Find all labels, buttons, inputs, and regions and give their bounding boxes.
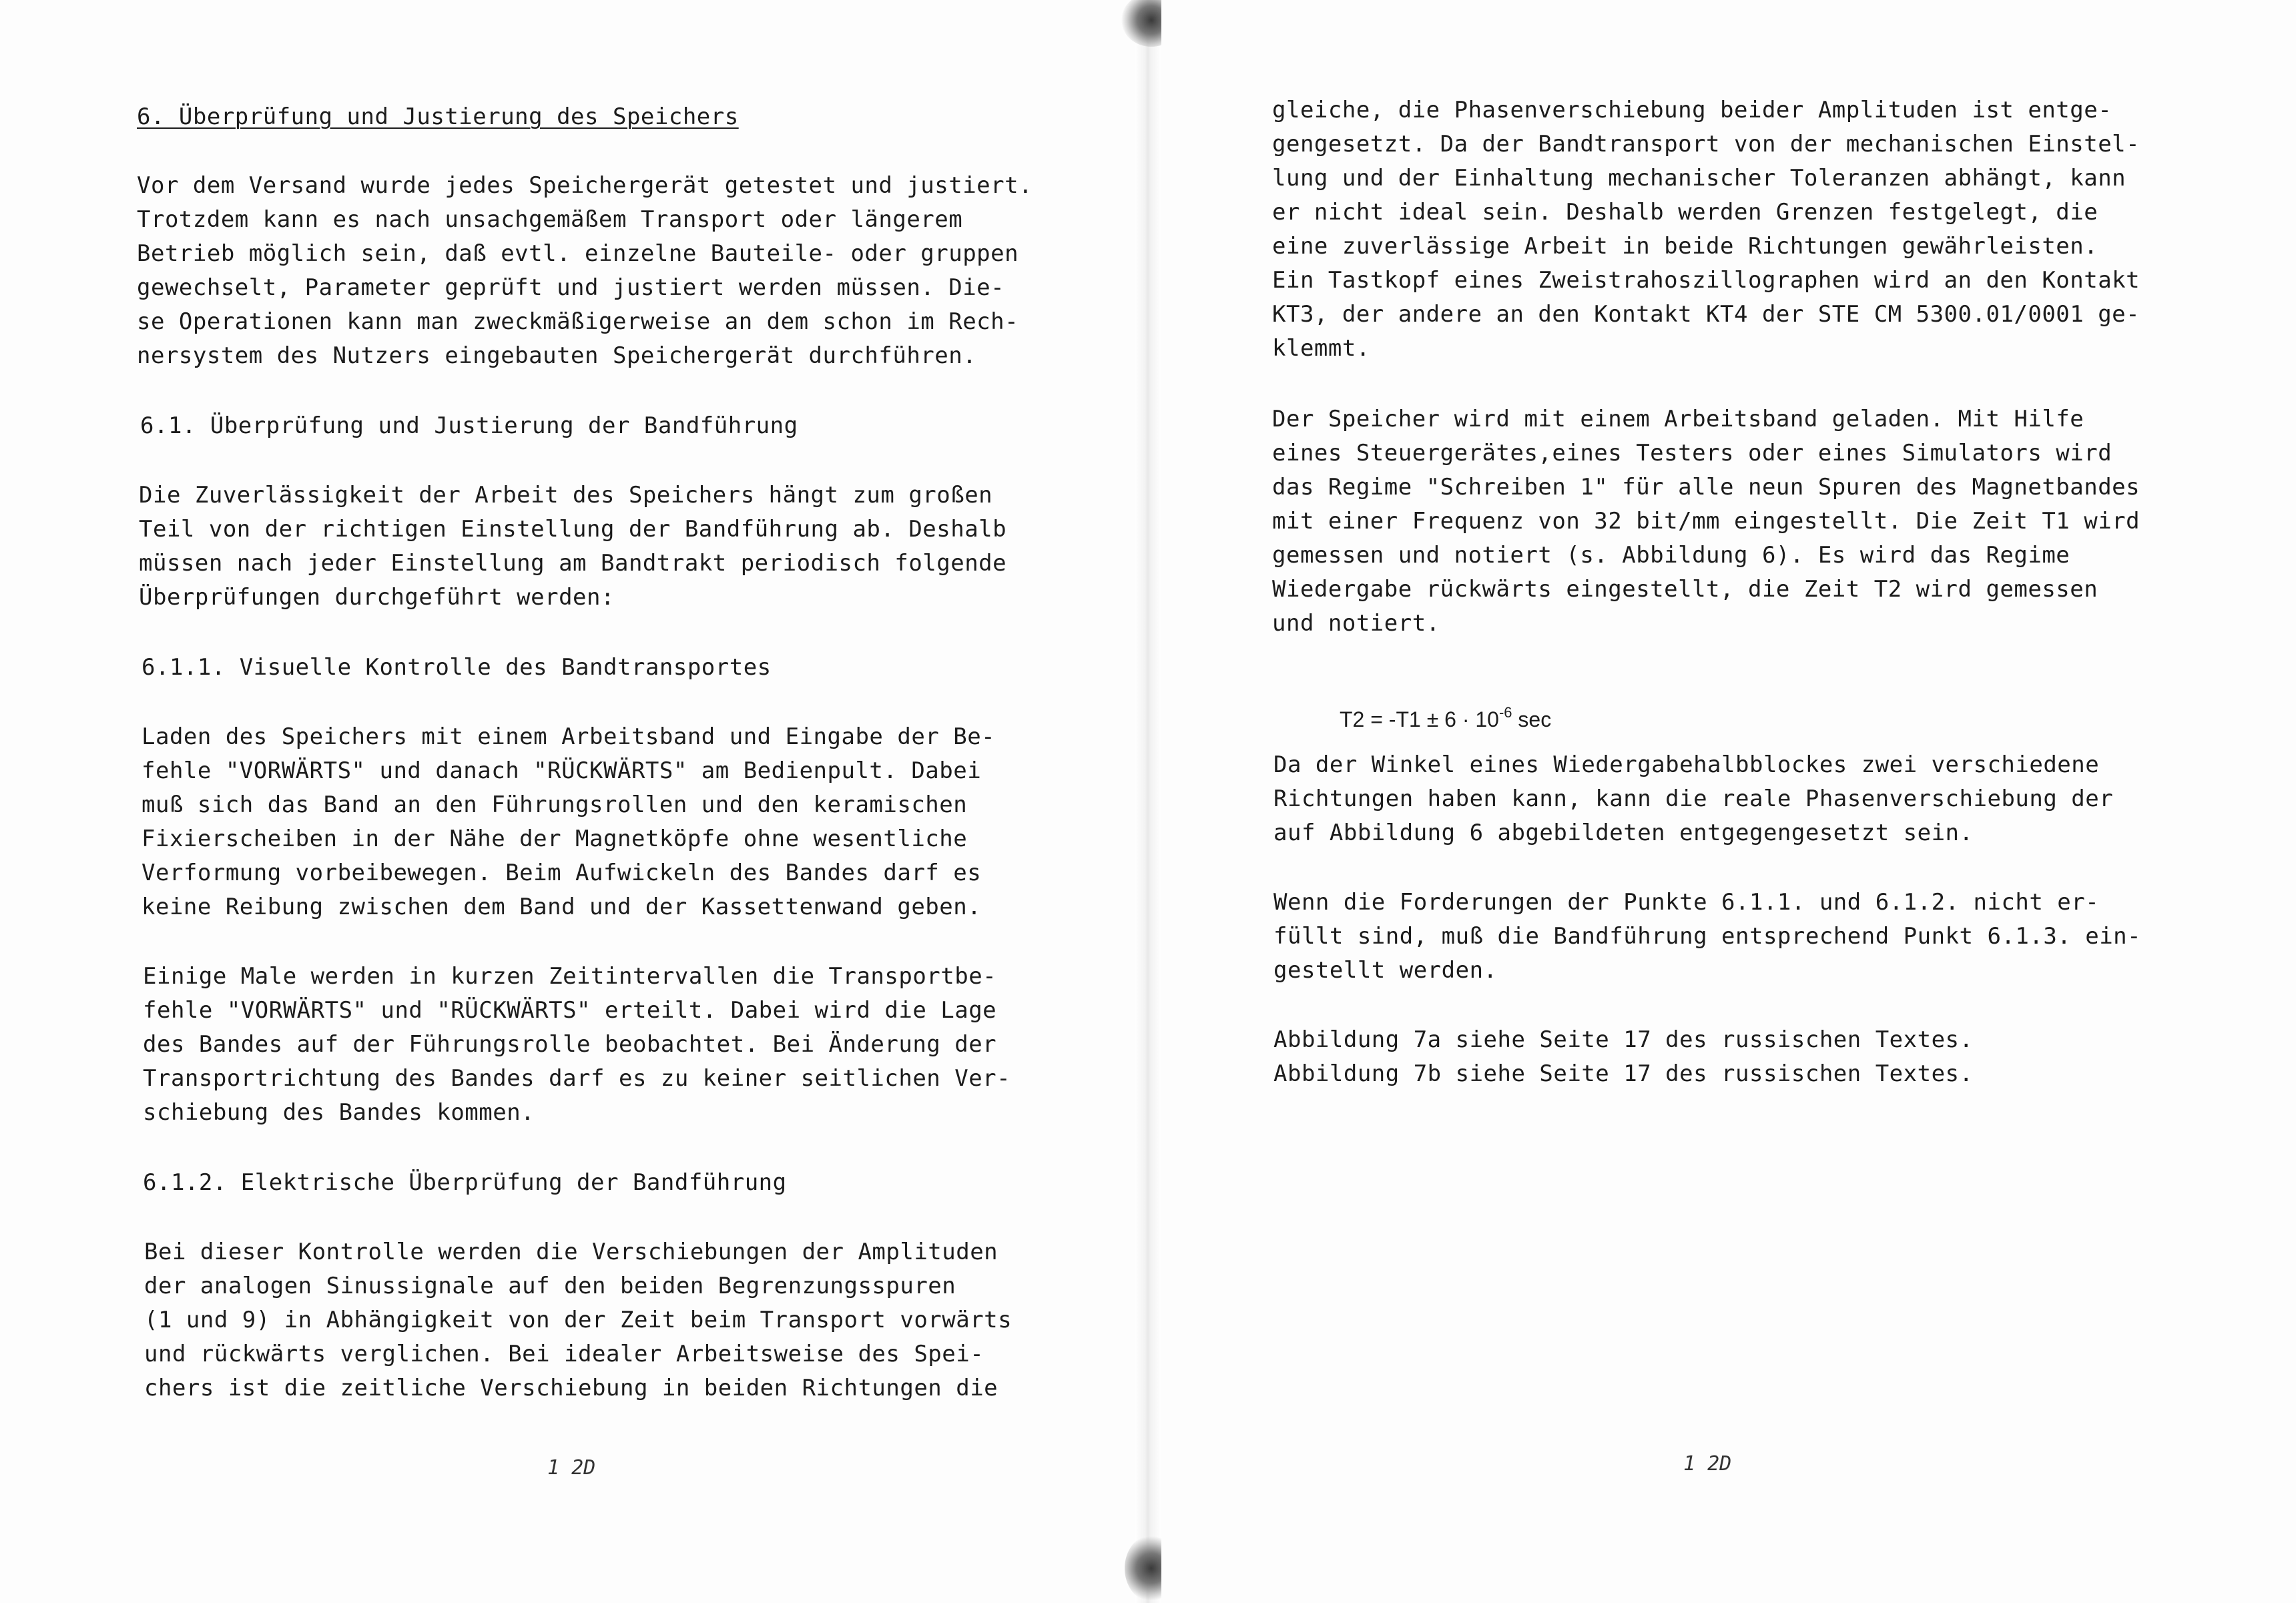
text-line: KT3, der andere an den Kontakt KT4 der STE CM 5300.01/0001 ge-: [1272, 301, 2140, 328]
text-line: gleiche, die Phasenverschiebung beider Amplituden ist entge-: [1272, 97, 2112, 123]
text-line: gestellt werden.: [1273, 957, 1498, 984]
figure-reference-line: Abbildung 7a siehe Seite 17 des russischen Textes.: [1273, 1026, 1974, 1053]
text-line: gemessen und notiert (s. Abbildung 6). Es wird das Regime: [1272, 542, 2070, 569]
text-line: Überprüfungen durchgeführt werden:: [139, 584, 615, 611]
text-line: Richtungen haben kann, kann die reale Phasenverschiebung der: [1273, 785, 2114, 812]
text-line: Vor dem Versand wurde jedes Speichergerät getestet und justiert.: [137, 172, 1033, 199]
text-line: Transportrichtung des Bandes darf es zu keiner seitlichen Ver-: [143, 1065, 1011, 1092]
section-6-1-title: 6.1. Überprüfung und Justierung der Bandführung: [140, 412, 798, 439]
left-page: [0, 0, 1135, 1603]
text-line: Fixierscheiben in der Nähe der Magnetköpfe ohne wesentliche: [141, 826, 968, 852]
text-line: der analogen Sinussignale auf den beiden Begrenzungsspuren: [144, 1273, 956, 1299]
section-6-1-2-title: 6.1.2. Elektrische Überprüfung der Bandführung: [143, 1169, 787, 1196]
text-line: nersystem des Nutzers eingebauten Speichergerät durchführen.: [137, 342, 977, 369]
text-line: Da der Winkel eines Wiedergabehalbblockes zwei verschiedene: [1273, 751, 2100, 778]
text-line: er nicht ideal sein. Deshalb werden Grenzen festgelegt, die: [1272, 199, 2098, 226]
section-6-heading: 6. Überprüfung und Justierung des Speichers: [137, 103, 739, 130]
text-line: Bei dieser Kontrolle werden die Verschiebungen der Amplituden: [144, 1239, 998, 1265]
text-line: se Operationen kann man zweckmäßigerweise an dem schon im Rech-: [137, 308, 1019, 335]
text-line: Trotzdem kann es nach unsachgemäßem Transport oder längerem: [137, 206, 963, 233]
text-line: Betrieb möglich sein, daß evtl. einzelne Bauteile- oder gruppen: [137, 240, 1019, 267]
text-line: klemmt.: [1272, 335, 1370, 362]
figure-reference-line: Abbildung 7b siehe Seite 17 des russischen Textes.: [1273, 1060, 1974, 1087]
page-number: 1 2D: [1683, 1452, 1732, 1476]
text-line: schiebung des Bandes kommen.: [143, 1099, 535, 1126]
text-line: (1 und 9) in Abhängigkeit von der Zeit beim Transport vorwärts: [144, 1307, 1013, 1333]
formula-unit: sec: [1518, 707, 1552, 731]
text-line: gengesetzt. Da der Bandtransport von der mechanischen Einstel-: [1272, 131, 2140, 157]
text-line: des Bandes auf der Führungsrolle beobachtet. Bei Änderung der: [143, 1031, 997, 1058]
right-page: [1161, 0, 2296, 1603]
text-line: eines Steuergerätes,eines Testers oder eines Simulators wird: [1272, 440, 2112, 466]
formula-exponent: -6: [1498, 704, 1512, 721]
text-line: Verformung vorbeibewegen. Beim Aufwickeln des Bandes darf es: [141, 860, 982, 886]
text-line: Wenn die Forderungen der Punkte 6.1.1. und 6.1.2. nicht er-: [1273, 889, 2100, 916]
text-line: füllt sind, muß die Bandführung entsprechend Punkt 6.1.3. ein-: [1273, 923, 2142, 950]
timing-formula: [1316, 679, 1551, 757]
text-line: Laden des Speichers mit einem Arbeitsband und Eingabe der Be-: [141, 723, 996, 750]
text-line: keine Reibung zwischen dem Band und der Kassettenwand geben.: [141, 894, 982, 920]
book-gutter: [1135, 0, 1161, 1603]
text-line: lung und der Einhaltung mechanischer Toleranzen abhängt, kann: [1272, 165, 2126, 192]
text-line: chers ist die zeitliche Verschiebung in beiden Richtungen die: [144, 1375, 998, 1401]
text-line: Die Zuverlässigkeit der Arbeit des Speichers hängt zum großen: [139, 482, 993, 509]
text-line: fehle "VORWÄRTS" und "RÜCKWÄRTS" erteilt. Dabei wird die Lage: [143, 997, 997, 1024]
text-line: muß sich das Band an den Führungsrollen und den keramischen: [141, 791, 968, 818]
text-line: Wiedergabe rückwärts eingestellt, die Zeit T2 wird gemessen: [1272, 576, 2098, 603]
text-line: Der Speicher wird mit einem Arbeitsband geladen. Mit Hilfe: [1272, 406, 2084, 432]
page-number: 1 2D: [547, 1456, 596, 1480]
text-line: gewechselt, Parameter geprüft und justiert werden müssen. Die-: [137, 274, 1005, 301]
text-line: eine zuverlässige Arbeit in beide Richtungen gewährleisten.: [1272, 233, 2098, 260]
text-line: mit einer Frequenz von 32 bit/mm eingestellt. Die Zeit T1 wird: [1272, 508, 2140, 535]
text-line: und rückwärts verglichen. Bei idealer Arbeitsweise des Spei-: [144, 1341, 984, 1367]
text-line: Ein Tastkopf eines Zweistrahoszillographen wird an den Kontakt: [1272, 267, 2140, 294]
text-line: Einige Male werden in kurzen Zeitintervallen die Transportbe-: [143, 963, 997, 990]
text-line: auf Abbildung 6 abgebildeten entgegengesetzt sein.: [1273, 820, 1974, 846]
section-6-1-1-title: 6.1.1. Visuelle Kontrolle des Bandtransportes: [141, 654, 772, 681]
text-line: Teil von der richtigen Einstellung der Bandführung ab. Deshalb: [139, 516, 1007, 543]
text-line: und notiert.: [1272, 610, 1440, 637]
text-line: fehle "VORWÄRTS" und danach "RÜCKWÄRTS" am Bedienpult. Dabei: [141, 757, 982, 784]
text-line: das Regime "Schreiben 1" für alle neun Spuren des Magnetbandes: [1272, 474, 2140, 501]
formula-expression: T2 = -T1 ± 6 · 10: [1339, 707, 1499, 731]
text-line: müssen nach jeder Einstellung am Bandtrakt periodisch folgende: [139, 550, 1007, 577]
